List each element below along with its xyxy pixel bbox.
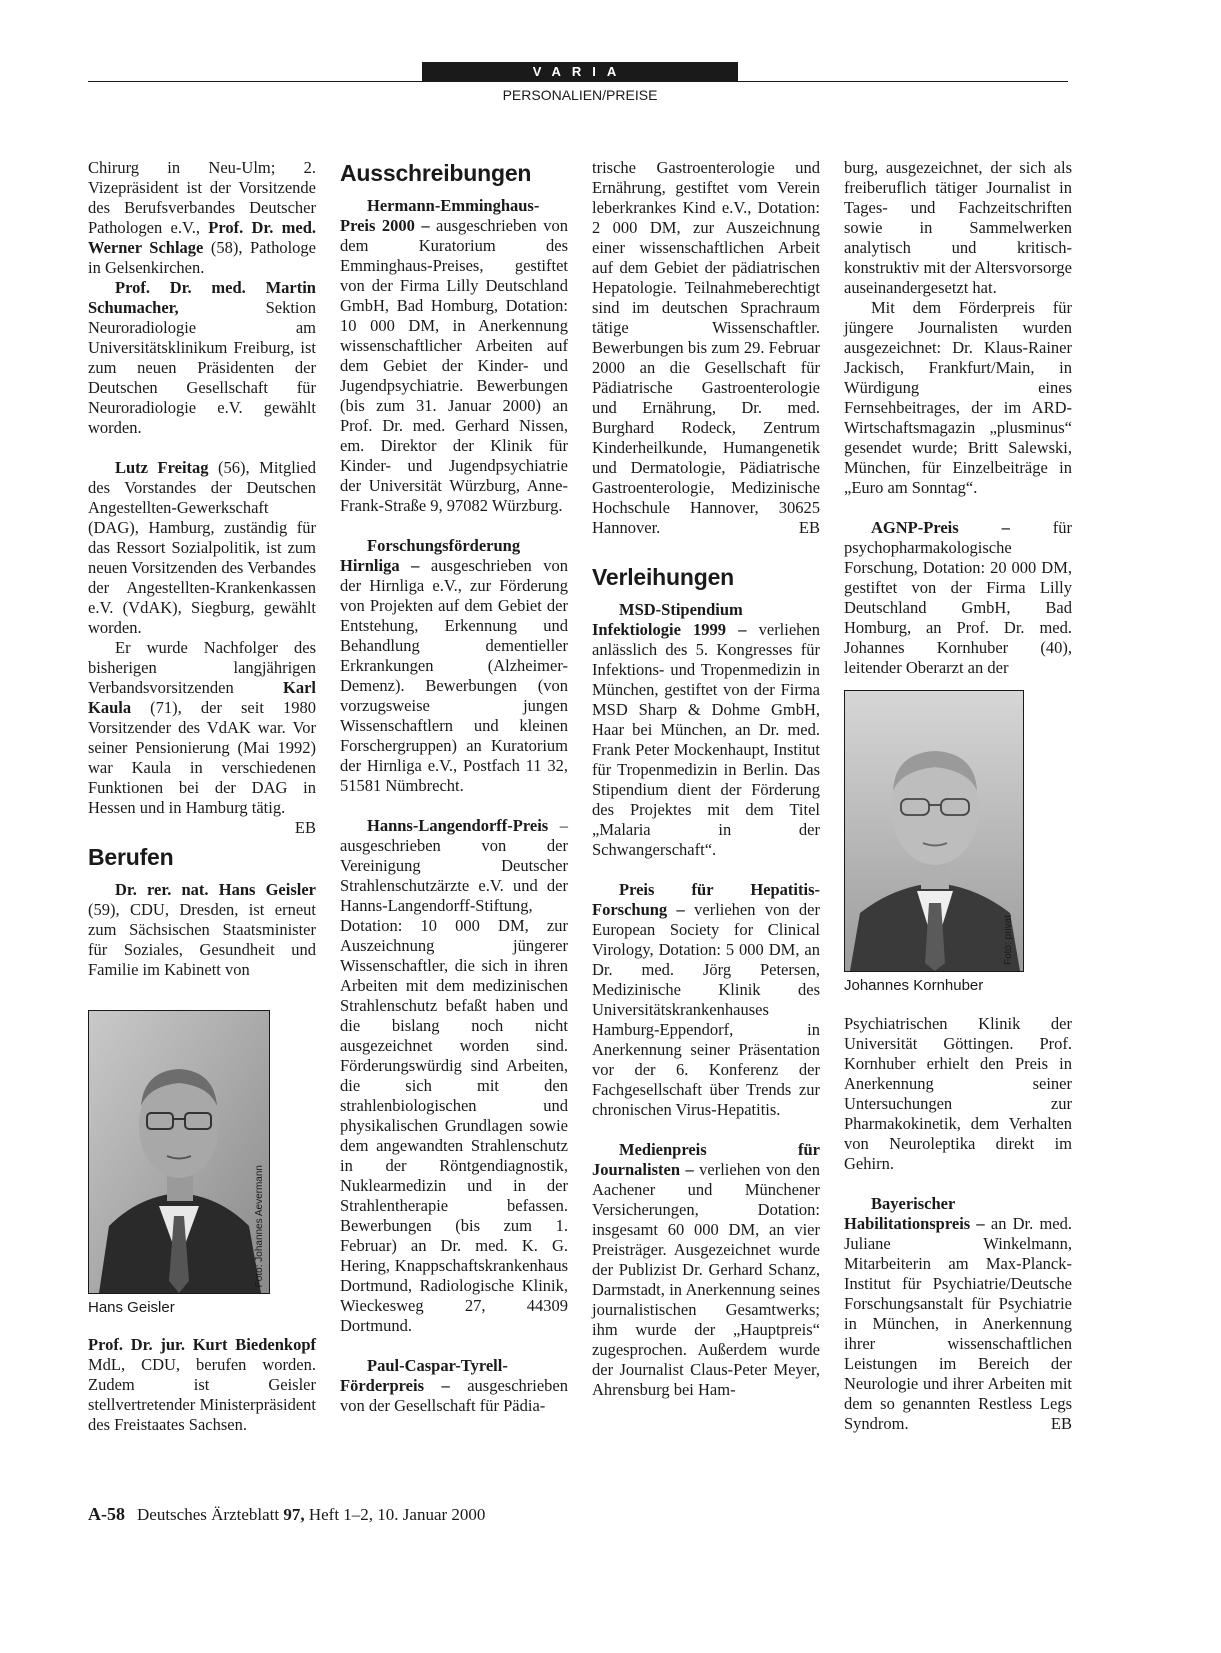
- author-signature: EB: [798, 518, 820, 537]
- award-paragraph: Psychiatrischen Klinik der Universität Göttingen. Prof. Kornhuber erhielt den Preis in Anerkennung seiner Untersuchungen zur Pharmakokinetik, dem Verhalten von Neuroleptika direkt im Gehirn.: [844, 1014, 1072, 1173]
- photo-credit: Foto: Johannes Aevermann: [254, 1164, 265, 1287]
- article-paragraph: Prof. Dr. jur. Kurt Biedenkopf MdL, CDU, berufen worden. Zudem ist Geisler stellvertretender Ministerpräsident des Freistaates Sachsen.: [88, 1335, 316, 1434]
- photo-caption: Hans Geisler: [88, 1299, 175, 1316]
- photo-credit: Foto: privat: [1003, 914, 1014, 965]
- journal-volume: 97,: [283, 1505, 305, 1524]
- heading-berufen: Berufen: [88, 844, 174, 870]
- article-paragraph: Prof. Dr. med. Martin Schumacher, Sektion Neuroradiologie am Universitätsklinikum Freiburg, ist zum neuen Präsidenten der Deutschen Gesellschaft für Neuroradiologie e.V. gewählt worden.: [88, 278, 316, 437]
- section-banner: VARIA: [422, 62, 738, 82]
- announcement-paragraph: Paul-Caspar-Tyrell-Förderpreis – ausgeschrieben von der Gesellschaft für Pädia-: [340, 1356, 568, 1415]
- award-paragraph: MSD-Stipendium Infektiologie 1999 – verliehen anlässlich des 5. Kongresses für Infektions- und Tropenmedizin in München, gestiftet von der Firma MSD Sharp & Dohme GmbH, Haar bei München, an Dr. med. Frank Peter Mockenhaupt, Institut für Tropenmedizin in Berlin. Das Stipendium dient der Förderung des Projektes mit dem Titel „Malaria in der Schwangerschaft“.: [592, 600, 820, 859]
- article-paragraph: Dr. rer. nat. Hans Geisler (59), CDU, Dresden, ist erneut zum Sächsischen Staatsminister für Soziales, Gesundheit und Familie im Kabinett von: [88, 880, 316, 979]
- column-1-continued: [88, 1335, 316, 1435]
- award-paragraph: burg, ausgezeichnet, der sich als freiberuflich tätiger Journalist in Tages- und Fachzeitschriften sowie in Sammelwerken analytisch und kritisch-konstruktiv mit der Altersvorsorge auseinandergesetzt hat.: [844, 158, 1072, 297]
- subsection-label: PERSONALIEN/PREISE: [502, 87, 658, 103]
- announcement-paragraph: Hanns-Langendorff-Preis – ausgeschrieben von der Vereinigung Deutscher Strahlenschutzärzte e.V. und der Hanns-Langendorff-Stiftung, Dotation: 10 000 DM, zur Auszeichnung jüngerer Wissenschaftler, die sich in ihren Arbeiten mit dem medizinischen Strahlenschutz befaßt haben und die bislang noch nicht ausgezeichnet worden sind. Förderungswürdig sind Arbeiten, die sich mit den strahlenbiologischen und physikalischen Grundlagen sowie dem angewandten Strahlenschutz in der Röntgendiagnostik, Nuklearmedizin und in der Strahlentherapie befassen. Bewerbungen (bis zum 1. Februar) an Dr. med. K. G. Hering, Knappschaftskrankenhaus Dortmund, Radiologische Klinik, Wieckesweg 27, 44309 Dortmund.: [340, 816, 568, 1335]
- portrait-photo-geisler: [88, 1010, 270, 1294]
- page-footer: [88, 1503, 485, 1526]
- announcement-paragraph: Hermann-Emminghaus-Preis 2000 – ausgeschrieben von dem Kuratorium des Emminghaus-Preises, gestiftet von der Firma Lilly Deutschland GmbH, Bad Homburg, Dotation: 10 000 DM, in Anerkennung wissenschaftlicher Arbeiten auf dem Gebiet der Kinder- und Jugendpsychiatrie. Bewerbungen (bis zum 31. Januar 2000) an Prof. Dr. med. Gerhard Nissen, em. Direktor der Klinik für Kinder- und Jugendpsychiatrie der Universität Würzburg, Anne-Frank-Straße 9, 97082 Würzburg.: [340, 196, 568, 515]
- award-paragraph: AGNP-Preis – für psychopharmakologische Forschung, Dotation: 20 000 DM, gestiftet von der Firma Lilly Deutschland GmbH, Bad Homburg, an Prof. Dr. med. Johannes Kornhuber (40), leitender Oberarzt an der: [844, 518, 1072, 677]
- column-2: [340, 158, 568, 1416]
- portrait-image: [845, 691, 1023, 971]
- journal-issue: Heft 1–2, 10. Januar 2000: [304, 1505, 486, 1524]
- award-paragraph: Preis für Hepatitis-Forschung – verliehen von der European Society for Clinical Virology, Dotation: 5 000 DM, an Dr. med. Jörg Petersen, Medizinische Klinik des Universitätskrankenhauses Hamburg-Eppendorf, in Anerkennung seiner Präsentation vor der 6. Konferenz der Fachgesellschaft über Trends zur chronischen Virus-Hepatitis.: [592, 880, 821, 1119]
- article-paragraph: Chirurg in Neu-Ulm; 2. Vizepräsident ist der Vorsitzende des Berufsverbandes Deutscher Pathologen e.V., Prof. Dr. med. Werner Schlage (58), Pathologe in Gelsenkirchen.: [88, 158, 316, 277]
- heading-ausschreibungen: Ausschreibungen: [340, 160, 532, 186]
- article-paragraph: Lutz Freitag (56), Mitglied des Vorstandes der Deutschen Angestellten-Gewerkschaft (DAG), Hamburg, zuständig für das Ressort Sozialpolitik, ist zum neuen Vorsitzenden des Verbandes der Angestellten-Krankenkassen e.V. (VdAK), Siegburg, gewählt worden.: [88, 458, 316, 637]
- announcement-paragraph: Forschungsförderung Hirnliga – ausgeschrieben von der Hirnliga e.V., zur Förderung von Projekten auf dem Gebiet der Entstehung, Erkennung und Behandlung dementieller Erkrankungen (Alzheimer-Demenz). Bewerbungen (von vorzugsweise jungen Wissenschaftlern und kleinen Forschergruppen) an Kuratorium der Hirnliga e.V., Postfach 11 32, 51581 Nümbrecht.: [340, 536, 568, 795]
- announcement-paragraph: trische Gastroenterologie und Ernährung, gestiftet vom Verein leberkrankes Kind e.V., Dotation: 2 000 DM, zur Auszeichnung einer wissenschaftlichen Arbeit auf dem Gebiet der pädiatrischen Hepatologie. Teilnahmeberechtigt sind im deutschen Sprachraum tätige Wissenschaftler. Bewerbungen bis zum 29. Februar 2000 an die Gesellschaft für Pädiatrische Gastroenterologie und Ernährung, Dr. med. Burghard Rodeck, Zentrum Kinderheilkunde, Humangenetik und Dermatologie, Pädiatrische Gastroenterologie, Medizinische Hochschule Hannover, 30625 Hannover. EB: [592, 158, 820, 537]
- heading-verleihungen: Verleihungen: [592, 564, 735, 590]
- award-paragraph: Medienpreis für Journalisten – verliehen von den Aachener und Münchener Versicherungen, Dotation: insgesamt 60 000 DM, an vier Preisträger. Ausgezeichnet wurde der Publizist Dr. Gerhard Schanz, Darmstadt, in Anerkennung seines journalistischen Gesamtwerks; ihm wurde der „Hauptpreis“ zugesprochen. Außerdem wurde der Journalist Claus-Peter Meyer, Ahrensburg bei Ham-: [592, 1140, 820, 1399]
- portrait-image: [89, 1011, 269, 1293]
- portrait-photo-kornhuber: [844, 690, 1024, 972]
- article-paragraph: Er wurde Nachfolger des bisherigen langjährigen Verbandsvorsitzenden Karl Kaula (71), der seit 1980 Vorsitzender des VdAK war. Vor seiner Pensionierung (Mai 1992) war Kaula in verschiedenen Funktionen bei der DAG in Hessen und in Hamburg tätig. EB: [88, 638, 316, 837]
- award-paragraph: Mit dem Förderpreis für jüngere Journalisten wurden ausgezeichnet: Dr. Klaus-Rainer Jackisch, Frankfurt/Main, in Würdigung eines Fernsehbeitrages, der im ARD-Wirtschaftsmagazin „plusminus“ gesendet wurde; Britt Salewski, München, für Einzelbeiträge in „Euro am Sonntag“.: [844, 298, 1072, 497]
- column-1: [88, 158, 316, 980]
- column-3: [592, 158, 820, 1400]
- photo-caption: Johannes Kornhuber: [844, 977, 984, 994]
- column-4: [844, 158, 1072, 1434]
- author-signature: EB: [1050, 1414, 1072, 1433]
- page-number: A-58: [88, 1504, 125, 1524]
- photo-block-geisler: [88, 1010, 318, 1336]
- journal-name: Deutsches Ärzteblatt: [137, 1505, 284, 1524]
- award-paragraph: Bayerischer Habilitationspreis – an Dr. med. Juliane Winkelmann, Mitarbeiterin am Max-Planck-Institut für Psychiatrie/Deutsche Forschungsanstalt für Psychiatrie in München, in Anerkennung ihrer wissenschaftlichen Leistungen im Bereich der Neurologie und ihrer Arbeiten mit dem so genannten Restless Legs Syndrom. EB: [844, 1194, 1073, 1433]
- author-signature: EB: [294, 818, 316, 837]
